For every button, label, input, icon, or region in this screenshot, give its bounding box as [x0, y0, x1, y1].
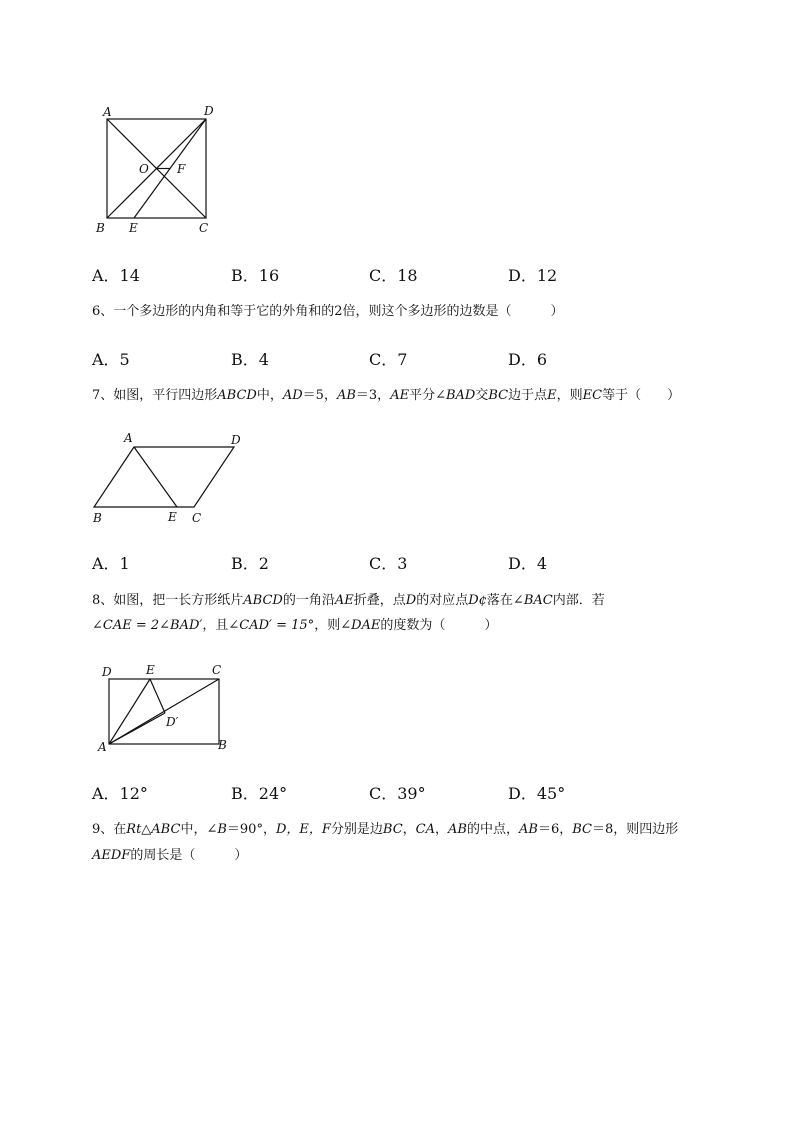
parallelogram-diagram	[88, 428, 258, 528]
label-d: D	[231, 433, 241, 447]
question-9-line-2: AEDF的周长是（ ）	[92, 848, 248, 863]
q7-option-d[interactable]: D．4	[508, 554, 548, 573]
q6-option-b[interactable]: B．4	[231, 350, 269, 369]
q5-option-c[interactable]: C．18	[369, 266, 418, 285]
q6-option-a[interactable]: A．5	[92, 350, 130, 369]
label-a: A	[124, 431, 133, 445]
label-d: D	[204, 104, 214, 118]
label-b: B	[93, 511, 102, 525]
label-e: E	[168, 510, 177, 524]
label-c: C	[199, 221, 209, 235]
q8-option-a[interactable]: A．12°	[92, 784, 148, 803]
rectangle-fold-diagram	[96, 660, 246, 755]
question-6: 6、一个多边形的内角和等于它的外角和的2倍，则这个多边形的边数是（ ）	[92, 304, 564, 319]
q8-option-d[interactable]: D．45°	[508, 784, 566, 803]
label-o: O	[139, 162, 149, 176]
label-a: A	[103, 105, 112, 119]
segment-ae	[109, 679, 150, 744]
question-9-line-1: 9、在Rt△ABC中，∠B＝90°，D，E，F分别是边BC，CA，AB的中点，AB＝6，BC＝8，则四边形	[92, 822, 679, 837]
q7-option-c[interactable]: C．3	[369, 554, 408, 573]
label-a: A	[98, 740, 107, 754]
q8-option-c[interactable]: C．39°	[369, 784, 426, 803]
label-c: C	[212, 663, 222, 677]
segment-ae	[134, 447, 177, 507]
q7-option-a[interactable]: A．1	[92, 554, 130, 573]
square-diagram	[92, 100, 232, 240]
label-e: E	[129, 221, 138, 235]
q5-option-b[interactable]: B．16	[231, 266, 280, 285]
parallelogram-abcd	[94, 447, 234, 507]
question-8-line-1: 8、如图，把一长方形纸片ABCD的一角沿AE折叠，点D的对应点D¢落在∠BAC内部．若	[92, 593, 605, 608]
label-b: B	[218, 738, 227, 752]
label-b: B	[96, 221, 105, 235]
label-c: C	[192, 511, 202, 525]
q6-option-c[interactable]: C．7	[369, 350, 408, 369]
q6-option-d[interactable]: D．6	[508, 350, 548, 369]
label-d-prime: D′	[166, 715, 179, 729]
q5-option-d[interactable]: D．12	[508, 266, 558, 285]
label-f: F	[177, 162, 186, 176]
q5-option-a[interactable]: A．14	[92, 266, 140, 285]
label-d: D	[102, 665, 112, 679]
segment-ed-prime	[150, 679, 165, 713]
q8-option-b[interactable]: B．24°	[231, 784, 288, 803]
label-e: E	[146, 663, 155, 677]
question-7: 7、如图，平行四边形ABCD中，AD＝5，AB＝3，AE平分∠BAD交BC边于点E，则EC等于（ ）	[92, 388, 681, 403]
q7-option-b[interactable]: B．2	[231, 554, 269, 573]
segment-ad-prime	[109, 713, 165, 744]
question-8-line-2: ∠CAE = 2∠BAD′，且∠CAD′ = 15°，则∠DAE的度数为（ ）	[92, 618, 498, 633]
